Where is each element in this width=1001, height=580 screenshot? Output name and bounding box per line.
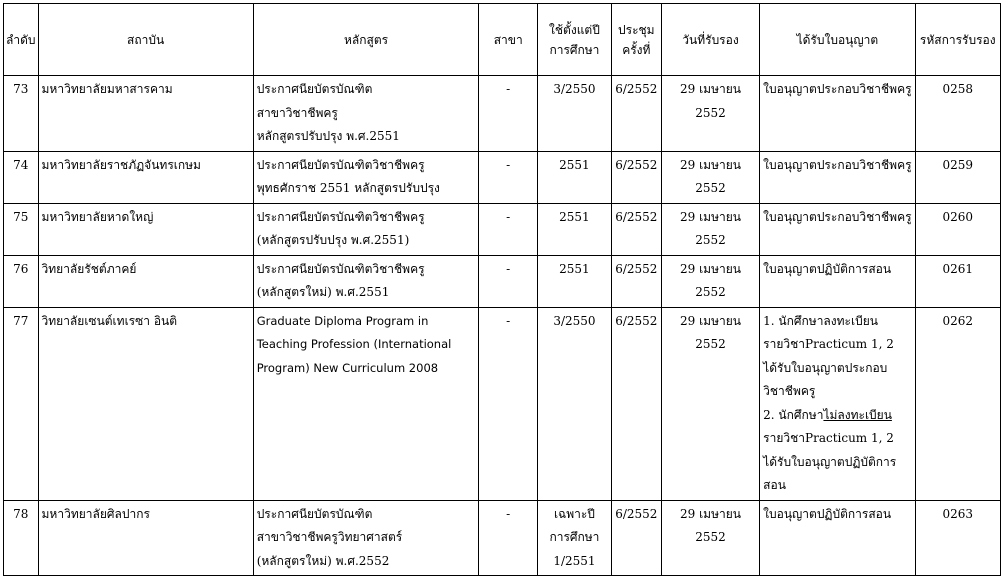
header-meeting-line2: ครั้งที่: [622, 42, 651, 57]
header-curriculum: หลักสูตร: [253, 4, 479, 76]
header-no: ลำดับ: [4, 4, 39, 76]
institution-cell: มหาวิทยาลัยมหาสารคาม: [38, 76, 253, 152]
meeting-cell: 6/2552: [611, 203, 661, 255]
license-cell-line: ใบอนุญาตประกอบวิชาชีพครู: [763, 157, 912, 172]
start-year-cell: [538, 76, 612, 152]
header-branch: สาขา: [479, 4, 538, 76]
row-number: 78: [4, 500, 39, 576]
start-year-cell: [538, 307, 612, 500]
license-cell-line: 1. นักศึกษาลงทะเบียน: [763, 313, 878, 328]
table-row: [4, 500, 1001, 576]
approval-date-cell: 29 เมษายน 2552: [661, 151, 759, 203]
license-cell-line: รายวิชาPracticum 1, 2: [763, 337, 894, 351]
approval-date-cell: 29 เมษายน 2552: [661, 76, 759, 152]
row-number: 74: [4, 151, 39, 203]
start-year-cell-line: การศึกษา: [549, 530, 600, 544]
header-meeting-line1: ประชุม: [618, 22, 655, 37]
license-cell-line: ใบอนุญาตประกอบวิชาชีพครู: [763, 82, 912, 96]
license-cell-line: รายวิชาPracticum 1, 2: [763, 431, 894, 445]
curriculum-cell-line: ประกาศนียบัตรบัณฑิต: [256, 82, 373, 96]
table-row: [4, 255, 1001, 307]
accreditation-code-cell: 0263: [915, 500, 1000, 576]
curriculum-cell-line: ประกาศนียบัตรบัณฑิตวิชาชีพครู: [256, 157, 425, 172]
institution-cell: วิทยาลัยรัชต์ภาคย์: [38, 255, 253, 307]
header-code: รหัสการรับรอง: [915, 4, 1000, 76]
institution-cell: มหาวิทยาลัยหาดใหญ่: [38, 203, 253, 255]
license-cell-line: ได้รับใบอนุญาตประกอบ: [763, 360, 888, 375]
header-row: [4, 4, 1001, 76]
curriculum-cell-line: Graduate Diploma Program in: [256, 313, 429, 328]
curriculum-cell-line: (หลักสูตรปรับปรุง พ.ศ.2551): [256, 233, 410, 247]
curriculum-accreditation-table: [3, 3, 1001, 576]
branch-cell: -: [479, 203, 538, 255]
approval-date-cell: 29 เมษายน 2552: [661, 307, 759, 500]
curriculum-cell: [253, 203, 479, 255]
curriculum-cell-line: สาขาวิชาชีพครู: [256, 105, 338, 120]
curriculum-cell: [253, 255, 479, 307]
curriculum-cell: [253, 307, 479, 500]
curriculum-cell-line: (หลักสูตรใหม่) พ.ศ.2551: [256, 285, 390, 299]
curriculum-cell-line: Teaching Profession (International: [256, 337, 452, 351]
meeting-cell: 6/2552: [611, 500, 661, 576]
institution-cell: วิทยาลัยเซนต์เทเรซา อินติ: [38, 307, 253, 500]
approval-date-cell: 29 เมษายน 2552: [661, 255, 759, 307]
license-cell-line: วิชาชีพครู: [763, 384, 816, 398]
license-cell-line: สอน: [763, 478, 786, 492]
curriculum-cell-line: สาขาวิชาชีพครูวิทยาศาสตร์: [256, 530, 403, 544]
meeting-cell: 6/2552: [611, 255, 661, 307]
row-number: 75: [4, 203, 39, 255]
curriculum-cell: [253, 76, 479, 152]
start-year-cell-line: 1/2551: [553, 553, 596, 568]
start-year-cell: [538, 203, 612, 255]
start-year-cell-line: 3/2550: [553, 82, 596, 96]
start-year-cell: [538, 255, 612, 307]
header-start-line1: ใช้ตั้งแต่ปี: [549, 22, 600, 37]
institution-cell: มหาวิทยาลัยราชภัฏจันทรเกษม: [38, 151, 253, 203]
accreditation-code-cell: 0261: [915, 255, 1000, 307]
curriculum-cell-line: ประกาศนียบัตรบัณฑิต: [256, 506, 373, 521]
license-cell-line: ใบอนุญาตปฏิบัติการสอน: [763, 261, 892, 276]
table-row: [4, 307, 1001, 500]
branch-cell: -: [479, 500, 538, 576]
meeting-cell: 6/2552: [611, 151, 661, 203]
header-license: ได้รับใบอนุญาต: [760, 4, 915, 76]
start-year-cell-line: เฉพาะปี: [553, 506, 595, 521]
accreditation-code-cell: 0258: [915, 76, 1000, 152]
start-year-cell-line: 2551: [559, 157, 590, 172]
start-year-cell: [538, 151, 612, 203]
license-cell-line: ได้รับใบอนุญาตปฏิบัติการ: [763, 454, 897, 469]
curriculum-cell-line: หลักสูตรปรับปรุง พ.ศ.2551: [256, 129, 400, 143]
start-year-cell-line: 3/2550: [553, 313, 596, 328]
license-cell: [760, 307, 915, 500]
license-cell: [760, 203, 915, 255]
curriculum-cell-line: พุทธศักราช 2551 หลักสูตรปรับปรุง: [256, 181, 440, 195]
table-body: [4, 76, 1001, 576]
row-number: 76: [4, 255, 39, 307]
meeting-cell: 6/2552: [611, 307, 661, 500]
license-cell-line: ใบอนุญาตประกอบวิชาชีพครู: [763, 209, 912, 224]
approval-date-cell: 29 เมษายน 2552: [661, 203, 759, 255]
table-row: [4, 76, 1001, 152]
branch-cell: -: [479, 76, 538, 152]
header-start-line2: การศึกษา: [549, 42, 600, 57]
branch-cell: -: [479, 151, 538, 203]
start-year-cell: [538, 500, 612, 576]
underlined-emphasis: ไม่ลงทะเบียน: [823, 407, 892, 422]
license-cell-line: ใบอนุญาตปฏิบัติการสอน: [763, 506, 892, 521]
accreditation-code-cell: 0260: [915, 203, 1000, 255]
header-start-year: [538, 4, 612, 76]
header-institution: สถาบัน: [38, 4, 253, 76]
start-year-cell-line: 2551: [559, 261, 590, 276]
curriculum-cell: [253, 500, 479, 576]
accreditation-code-cell: 0259: [915, 151, 1000, 203]
start-year-cell-line: 2551: [559, 209, 590, 224]
row-number: 73: [4, 76, 39, 152]
license-cell: [760, 151, 915, 203]
accreditation-code-cell: 0262: [915, 307, 1000, 500]
curriculum-cell-line: Program) New Curriculum 2008: [256, 360, 439, 375]
license-cell: [760, 255, 915, 307]
branch-cell: -: [479, 307, 538, 500]
curriculum-cell-line: ประกาศนียบัตรบัณฑิตวิชาชีพครู: [256, 209, 425, 224]
table-row: [4, 203, 1001, 255]
approval-date-cell: 29 เมษายน 2552: [661, 500, 759, 576]
institution-cell: มหาวิทยาลัยศิลปากร: [38, 500, 253, 576]
row-number: 77: [4, 307, 39, 500]
header-meeting: [611, 4, 661, 76]
branch-cell: -: [479, 255, 538, 307]
license-cell: [760, 500, 915, 576]
curriculum-cell: [253, 151, 479, 203]
curriculum-cell-line: ประกาศนียบัตรบัณฑิตวิชาชีพครู: [256, 261, 425, 276]
table-row: [4, 151, 1001, 203]
curriculum-cell-line: (หลักสูตรใหม่) พ.ศ.2552: [256, 553, 390, 568]
license-cell: [760, 76, 915, 152]
meeting-cell: 6/2552: [611, 76, 661, 152]
license-cell-line: 2. นักศึกษาไม่ลงทะเบียน: [763, 407, 892, 422]
header-date: วันที่รับรอง: [661, 4, 759, 76]
